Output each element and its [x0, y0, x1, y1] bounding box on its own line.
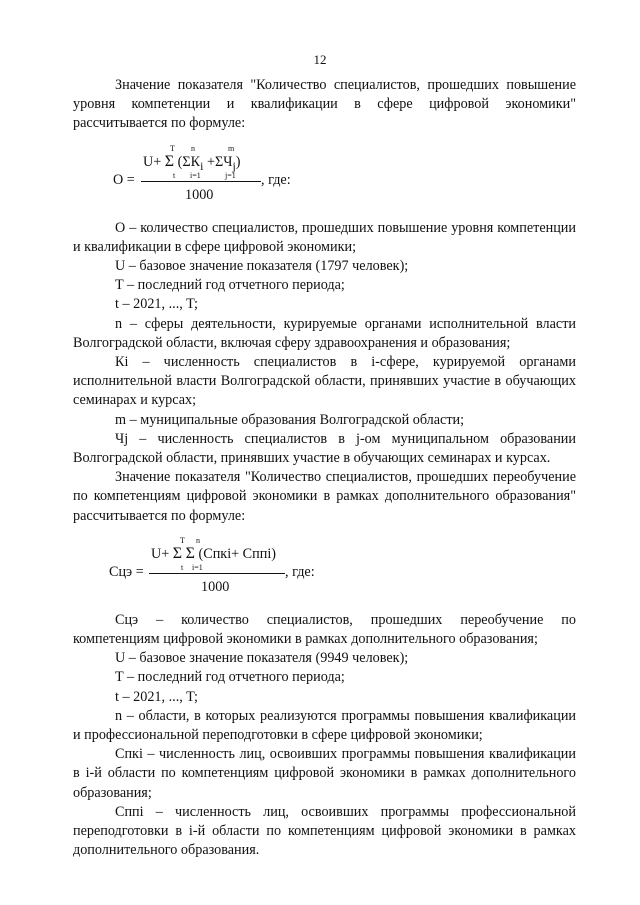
formula-scz-numerator — [151, 546, 276, 562]
definition-t-2: t – 2021, ..., T; — [115, 688, 198, 705]
formula-o-lhs: О = — [113, 171, 135, 188]
formula-scz-limit-t: t — [181, 562, 184, 572]
definition-n-2: n – области, в которых реализуются программы повышения квалификации и профессиональной переподготовки в сфере цифровой экономики; — [73, 707, 576, 744]
formula-scz — [73, 535, 576, 599]
formula-o-tail: , где: — [261, 171, 291, 188]
formula-o-close-paren: ) — [235, 153, 241, 170]
definition-k: Кi – численность специалистов в i-сфере, курируемой органами исполнительной власти Волгоградской области, принявших участие в обучающих семинарах и курсах; — [73, 354, 576, 409]
formula-o-open-paren: ( — [177, 153, 183, 170]
formula-o-plus: + — [206, 153, 215, 170]
document-body — [73, 76, 576, 861]
definition-n: n – сферы деятельности, курируемые органами исполнительной власти Волгоградской области, включая сферу здравоохранения и образования; — [73, 315, 576, 351]
formula-o — [73, 143, 576, 207]
formula-o-sub-i: i — [200, 158, 204, 173]
formula-scz-fraction-bar — [149, 573, 285, 574]
formula-o-sum-t: Σ — [164, 152, 175, 170]
formula-o-numerator — [143, 154, 241, 173]
formula-o-limit-m: m — [228, 143, 235, 153]
formula-scz-paren-content: (Спкi+ Сппi) — [198, 545, 276, 562]
definition-ch: Чj – численность специалистов в j-ом муниципальном образовании Волгоградской области, принявших участие в обучающих семинарах и курсах. — [73, 430, 576, 467]
definition-u-2: U – базовое значение показателя (9949 человек); — [115, 650, 409, 667]
definition-spk: Спкi – численность лиц, освоивших программы повышения квалификации в i-й области по компетенциям цифровой экономики в рамках дополнительного образования; — [73, 746, 576, 801]
formula-o-sum-ch: ΣЧ — [214, 153, 233, 170]
formula-o-limit-n: n — [191, 143, 195, 153]
formula-o-limit-j1: j=1 — [225, 170, 236, 180]
page-number: 12 — [313, 52, 327, 67]
formula-scz-tail: , где: — [285, 563, 315, 580]
formula-o-fraction-bar — [141, 181, 261, 182]
formula-scz-sum-i: Σ — [185, 544, 195, 562]
definition-m: m – муниципальные образования Волгоградской области; — [115, 411, 465, 428]
section2-intro: Значение показателя "Количество специалистов, прошедших переобучение по компетенциям цифровой экономики в рамках дополнительного образования" рассчитывается по формуле: — [73, 469, 576, 524]
formula-o-sum-k: ΣК — [182, 153, 201, 170]
definition-scz: Сцэ – количество специалистов, прошедших переобучение по компетенциям цифровой экономики в рамках дополнительного образования; — [73, 611, 576, 648]
definition-t: t – 2021, ..., T; — [115, 296, 198, 313]
formula-o-limit-i1: i=1 — [190, 170, 201, 180]
section1-intro: Значение показателя "Количество специалистов, прошедших повышение уровня компетенции и квалификации в сфере цифровой экономики" рассчитывается по формуле: — [73, 77, 576, 132]
formula-scz-limit-n: n — [196, 535, 200, 545]
formula-scz-lhs: Сцэ = — [109, 563, 144, 580]
definition-T-2: T – последний год отчетного периода; — [115, 669, 345, 686]
formula-o-u: U+ — [143, 153, 162, 170]
formula-scz-u: U+ — [151, 545, 170, 562]
definition-u: U – базовое значение показателя (1797 человек); — [115, 258, 409, 275]
formula-scz-sum-t: Σ — [172, 544, 183, 562]
definition-spp: Сппi – численность лиц, освоивших программы профессиональной переподготовки в i-й области по компетенциям цифровой экономики в рамках дополнительного образования. — [73, 803, 576, 859]
formula-o-denominator: 1000 — [185, 186, 214, 203]
definition-o: О – количество специалистов, прошедших повышение уровня компетенции и квалификации в сфере цифровой экономики; — [73, 219, 576, 255]
formula-o-sub-j: j — [232, 158, 236, 173]
formula-scz-denominator: 1000 — [201, 578, 230, 595]
definition-T: T – последний год отчетного периода; — [115, 277, 345, 294]
formula-scz-limit-T: T — [180, 535, 185, 545]
formula-o-limit-t: t — [173, 170, 176, 180]
formula-o-limit-T: T — [170, 143, 175, 153]
formula-scz-limit-i1: i=1 — [192, 562, 203, 572]
